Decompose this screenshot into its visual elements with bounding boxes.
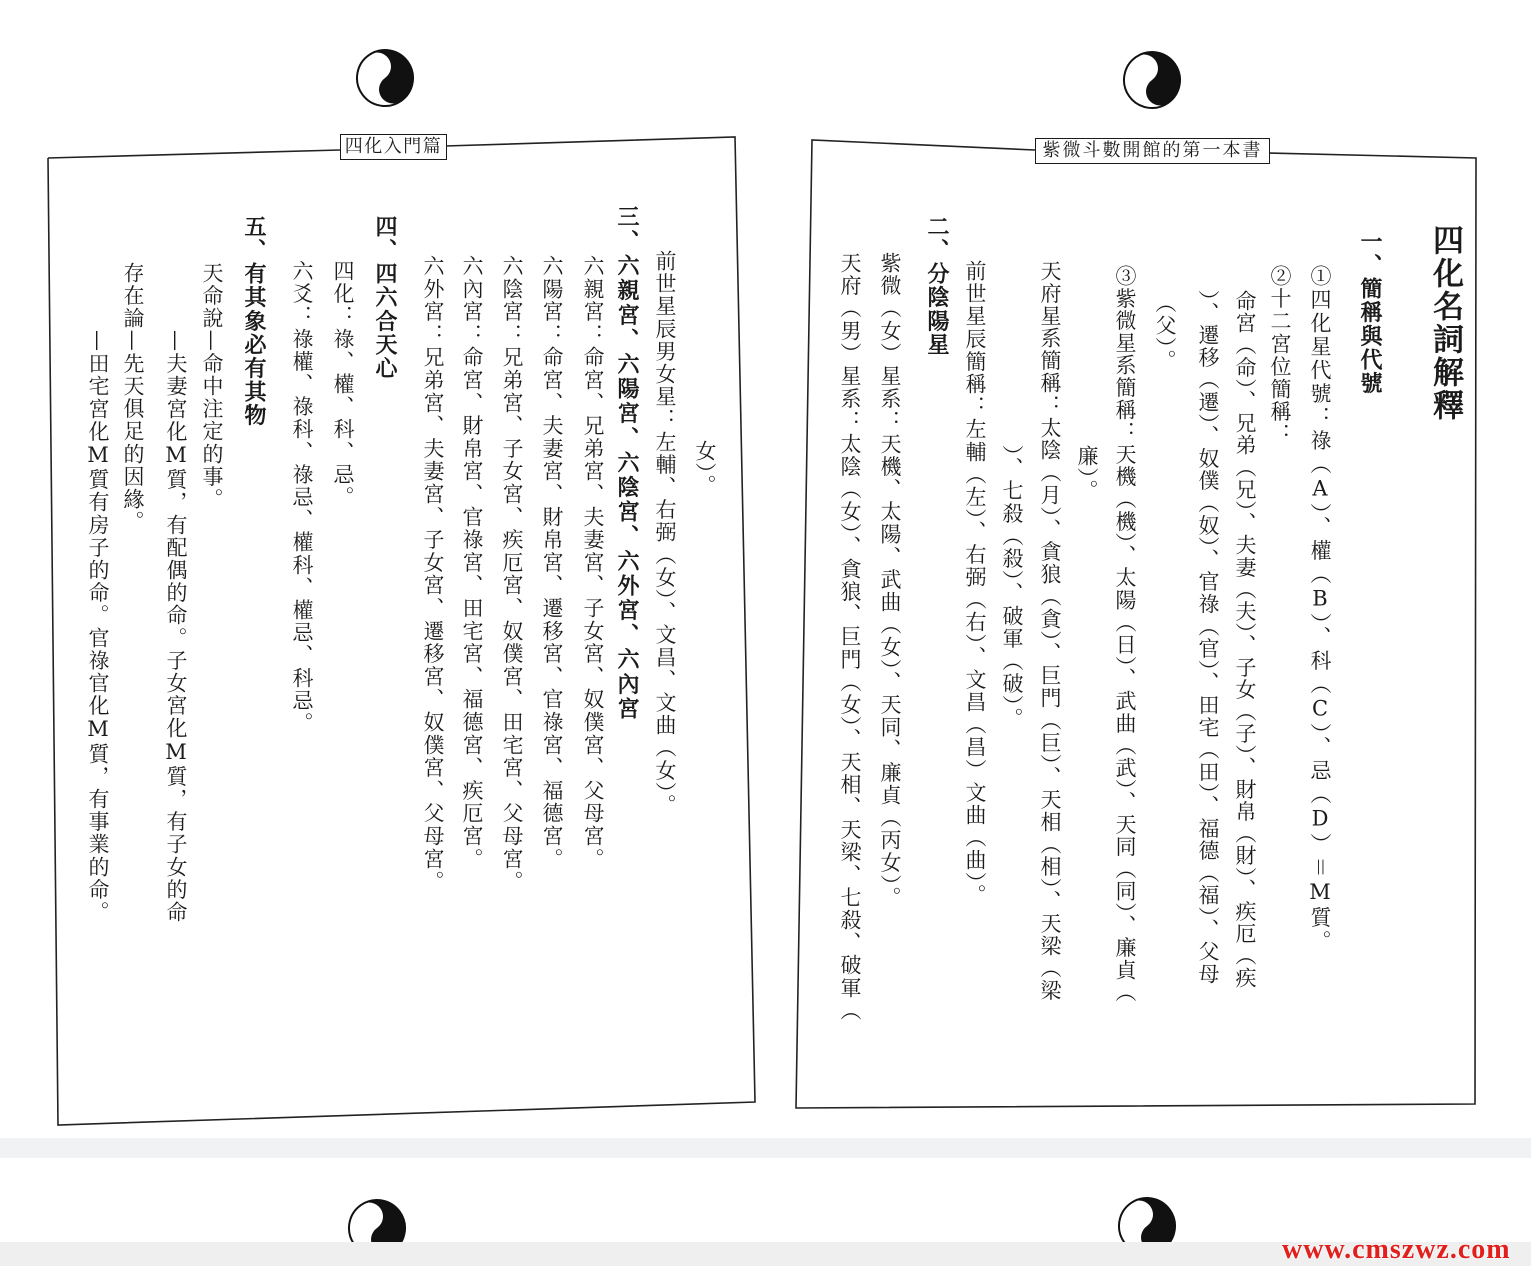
text-column: —田宅宮化M質有房子的命。官祿官化M質，有事業的命。 bbox=[86, 330, 110, 924]
latin-letter: M bbox=[164, 443, 188, 469]
running-header: 四化入門篇 bbox=[340, 134, 447, 160]
text-column: ）、遷移（遷）、奴僕（奴）、官祿（官）、田宅（田）、福德（福）、父母 bbox=[1196, 290, 1220, 986]
chapter-title: 四化名詞解釋 bbox=[1427, 224, 1463, 422]
text-column: 六內宮：命宮、財帛宮、官祿宮、田宅宮、福德宮、疾厄宮。 bbox=[460, 255, 484, 871]
text-column: （父）。 bbox=[1153, 292, 1177, 372]
text-column: —夫妻宮化M質，有配偶的命。子女宮化M質，有子女的命 bbox=[164, 330, 188, 924]
section-heading: 四、四六合天心 bbox=[372, 215, 398, 381]
latin-letter: M bbox=[1308, 880, 1332, 907]
section-heading: 三、六親宮、六陽宮、六陰宮、六外宮、六內宮 bbox=[614, 205, 640, 722]
section-heading: 一、簡稱與代號 bbox=[1357, 230, 1383, 396]
text-column: 命宮（命）、兄弟（兄）、夫妻（夫）、子女（子）、財帛（財）、疾厄（疾 bbox=[1233, 290, 1257, 989]
text-column: ）、七殺（殺）、破軍（破）。 bbox=[1000, 445, 1024, 730]
text-column: 六外宮：兄弟宮、夫妻宮、子女宮、遷移宮、奴僕宮、父母宮。 bbox=[421, 255, 445, 894]
divider bbox=[0, 1138, 1531, 1158]
section-heading: 五、有其象必有其物 bbox=[241, 215, 267, 428]
text-column: 廉）。 bbox=[1075, 445, 1099, 503]
watermark: www.cmszwz.com bbox=[1282, 1234, 1511, 1265]
latin-letter: B bbox=[1308, 586, 1332, 613]
yin-yang-icon bbox=[1120, 50, 1184, 110]
text-column: ①四化星代號：祿（A）、權（B）、科（C）、忌（D）＝M質。 bbox=[1308, 265, 1332, 954]
text-column: 前世星辰簡稱：左輔（左）、右弼（右）、文昌（昌）文曲（曲）。 bbox=[963, 260, 987, 907]
text-column: 前世星辰男女星：左輔、右弼（女）、文昌、文曲（女）。 bbox=[653, 250, 677, 817]
latin-letter: M bbox=[86, 717, 110, 743]
text-column: 六陽宮：命宮、夫妻宮、財帛宮、遷移宮、官祿宮、福德宮。 bbox=[540, 255, 564, 871]
text-column: 六爻：祿權、祿科、祿忌、權科、權忌、科忌。 bbox=[290, 260, 314, 735]
latin-letter: M bbox=[164, 739, 188, 766]
text-column: 天府星系簡稱：太陰（月）、貪狼（貪）、巨門（巨）、天相（相）、天梁（梁 bbox=[1038, 260, 1062, 1002]
text-column: 天命說—命中注定的事。 bbox=[200, 262, 224, 511]
latin-letter: M bbox=[86, 443, 110, 469]
text-column: 存在論—先天俱足的因緣。 bbox=[121, 262, 145, 534]
latin-letter: D bbox=[1308, 806, 1332, 833]
text-column: ③紫微星系簡稱：天機（機）、太陽（日）、武曲（武）、天同（同）、廉貞（ bbox=[1113, 265, 1137, 1004]
text-column: 天府（男）星系：太陰（女）、貪狼、巨門（女）、天相、天梁、七殺、破軍（ bbox=[838, 252, 862, 1022]
latin-letter: C bbox=[1308, 696, 1332, 723]
text-column: 六親宮：命宮、兄弟宮、夫妻宮、子女宮、奴僕宮、父母宮。 bbox=[581, 255, 605, 871]
text-column: 六陰宮：兄弟宮、子女宮、疾厄宮、奴僕宮、田宅宮、父母宮。 bbox=[500, 255, 524, 894]
text-column: 四化：祿、權、科、忌。 bbox=[331, 260, 355, 509]
text-column: ②十二宮位簡稱： bbox=[1268, 265, 1292, 446]
text-column: 紫微（女）星系：天機、太陽、武曲（女）、天同、廉貞（丙女）。 bbox=[878, 252, 902, 909]
latin-letter: A bbox=[1308, 476, 1332, 503]
section-heading: 二、分陰陽星 bbox=[924, 215, 950, 357]
text-column: 女）。 bbox=[693, 440, 717, 498]
running-header: 紫微斗數開館的第一本書 bbox=[1035, 138, 1270, 164]
yin-yang-icon bbox=[353, 48, 417, 108]
